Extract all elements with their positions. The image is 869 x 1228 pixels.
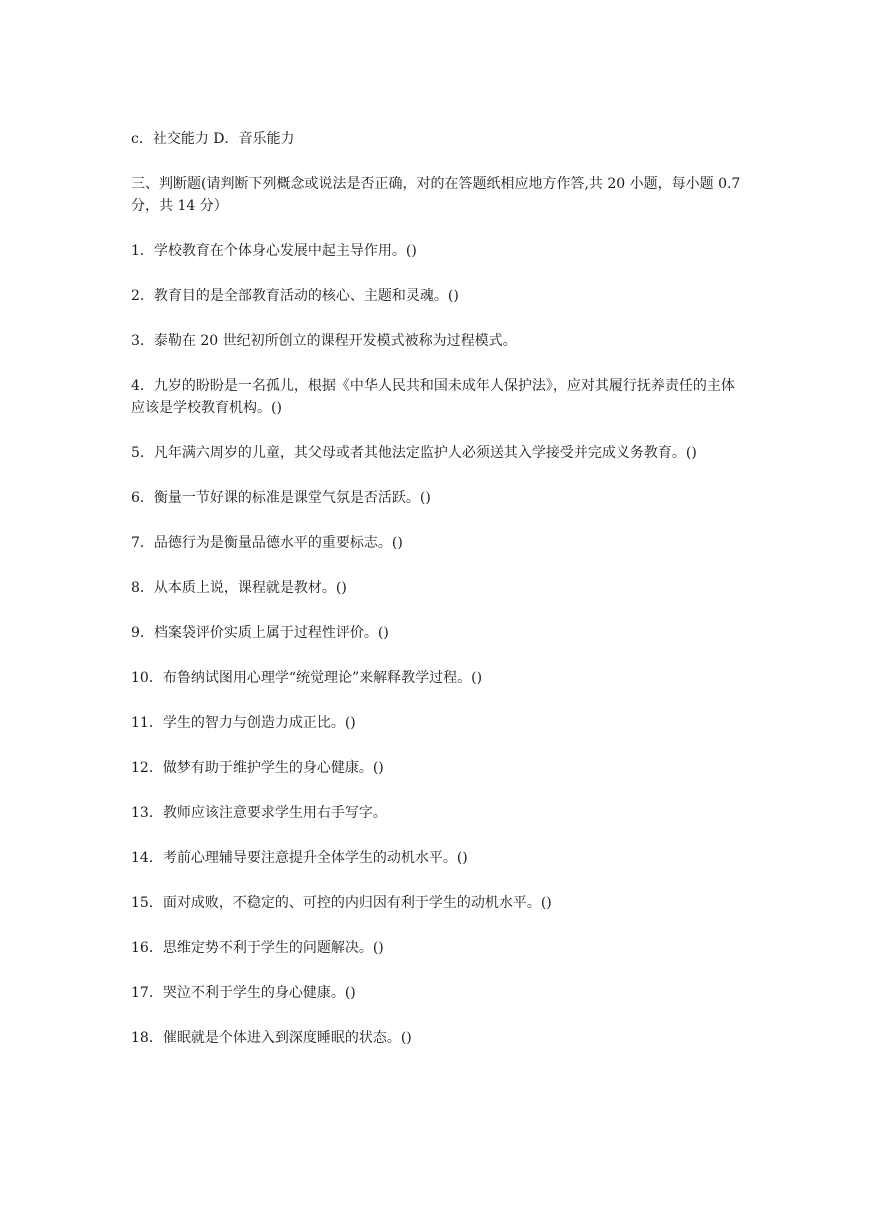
question-item: 8．从本质上说，课程就是教材。(): [131, 580, 347, 596]
option-line: c．社交能力 D．音乐能力: [131, 131, 295, 147]
question-item: 2．教育目的是全部教育活动的核心、主题和灵魂。(): [131, 288, 459, 304]
question-item: 4．九岁的盼盼是一名孤儿，根据《中华人民共和国未成年人保护法》，应对其履行抚养责任的主体应该是学校教育机构。(): [131, 378, 735, 416]
question-item: 9．档案袋评价实质上属于过程性评价。(): [131, 625, 389, 641]
question-item: 6．衡量一节好课的标准是课堂气氛是否活跃。(): [131, 490, 431, 506]
section-heading: 三、判断题(请判断下列概念或说法是否正确，对的在答题纸相应地方作答,共 20 小题，每小题 0.7 分，共 14 分）: [131, 176, 741, 214]
question-item: 14．考前心理辅导要注意提升全体学生的动机水平。(): [131, 850, 468, 866]
question-item: 17．哭泣不利于学生的身心健康。(): [131, 985, 356, 1001]
question-item: 16．思维定势不利于学生的问题解决。(): [131, 940, 384, 956]
question-item: 13．教师应该注意要求学生用右手写字。: [131, 805, 387, 821]
question-item: 15．面对成败，不稳定的、可控的内归因有利于学生的动机水平。(): [131, 895, 552, 911]
question-item: 18．催眠就是个体进入到深度睡眠的状态。(): [131, 1030, 412, 1046]
question-item: 5．凡年满六周岁的儿童，其父母或者其他法定监护人必须送其入学接受并完成义务教育。(): [131, 445, 697, 461]
question-item: 7．品德行为是衡量品德水平的重要标志。(): [131, 535, 403, 551]
question-item: 3．泰勒在 20 世纪初所创立的课程开发模式被称为过程模式。: [131, 333, 517, 349]
question-item: 1．学校教育在个体身心发展中起主导作用。(): [131, 243, 417, 259]
question-item: 11．学生的智力与创造力成正比。(): [131, 715, 356, 731]
question-item: 10．布鲁纳试图用心理学“统觉理论”来解释教学过程。(): [131, 670, 483, 686]
question-item: 12．做梦有助于维护学生的身心健康。(): [131, 760, 384, 776]
document-page: [131, 128, 741, 1072]
